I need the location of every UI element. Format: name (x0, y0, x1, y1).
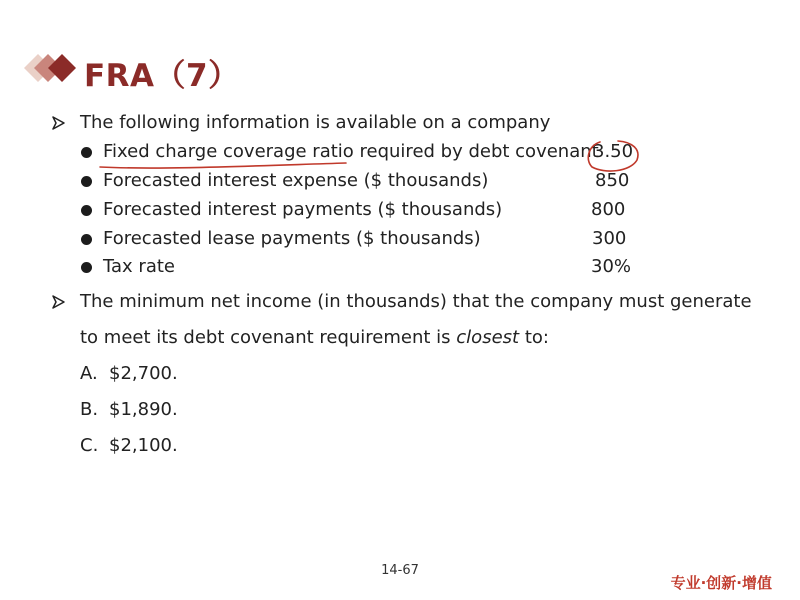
item-label-main: Fixed charge coverage ratio (103, 141, 354, 162)
page-number: 14-67 (381, 563, 419, 578)
question-emphasis: closest (456, 327, 520, 348)
item-value: 850 (595, 170, 630, 191)
option-letter: A. (80, 363, 98, 384)
item-label: Forecasted interest payments ($ thousands) (103, 199, 503, 220)
option-text: $2,100. (109, 435, 178, 456)
item-value: 800 (591, 199, 626, 220)
question-text: to meet its debt covenant requirement is (80, 327, 457, 348)
slide-header (22, 40, 422, 100)
item-label: Forecasted lease payments ($ thousands) (103, 228, 481, 249)
option-letter: C. (80, 435, 99, 456)
item-label (103, 140, 599, 164)
brand-slogan: 专业·创新·增值 (670, 574, 772, 592)
bullet-dot-icon (81, 147, 92, 158)
item-label-suffix: required by debt covenant (353, 141, 599, 162)
question-line-2 (80, 326, 549, 350)
item-label: Forecasted interest expense ($ thousands) (103, 170, 489, 191)
item-value: 3.50 (593, 141, 634, 162)
diamond-logo-icon (22, 40, 82, 100)
arrow-bullet-icon (50, 294, 66, 310)
slide-title: FRA（7） (84, 58, 240, 94)
option-text: $2,700. (109, 363, 178, 384)
bullet-dot-icon (81, 205, 92, 216)
arrow-bullet-icon (50, 115, 66, 131)
item-value: 300 (592, 228, 627, 249)
item-value: 30% (591, 256, 632, 277)
bullet-dot-icon (81, 234, 92, 245)
bullet-dot-icon (81, 176, 92, 187)
option-text: $1,890. (109, 399, 178, 420)
question-tail: to: (519, 327, 549, 348)
option-letter: B. (80, 399, 99, 420)
bullet-dot-icon (81, 262, 92, 273)
item-label: Tax rate (103, 256, 175, 277)
question-line-1: The minimum net income (in thousands) that the company must generate (80, 291, 752, 312)
intro-text: The following information is available on a company (80, 112, 551, 133)
